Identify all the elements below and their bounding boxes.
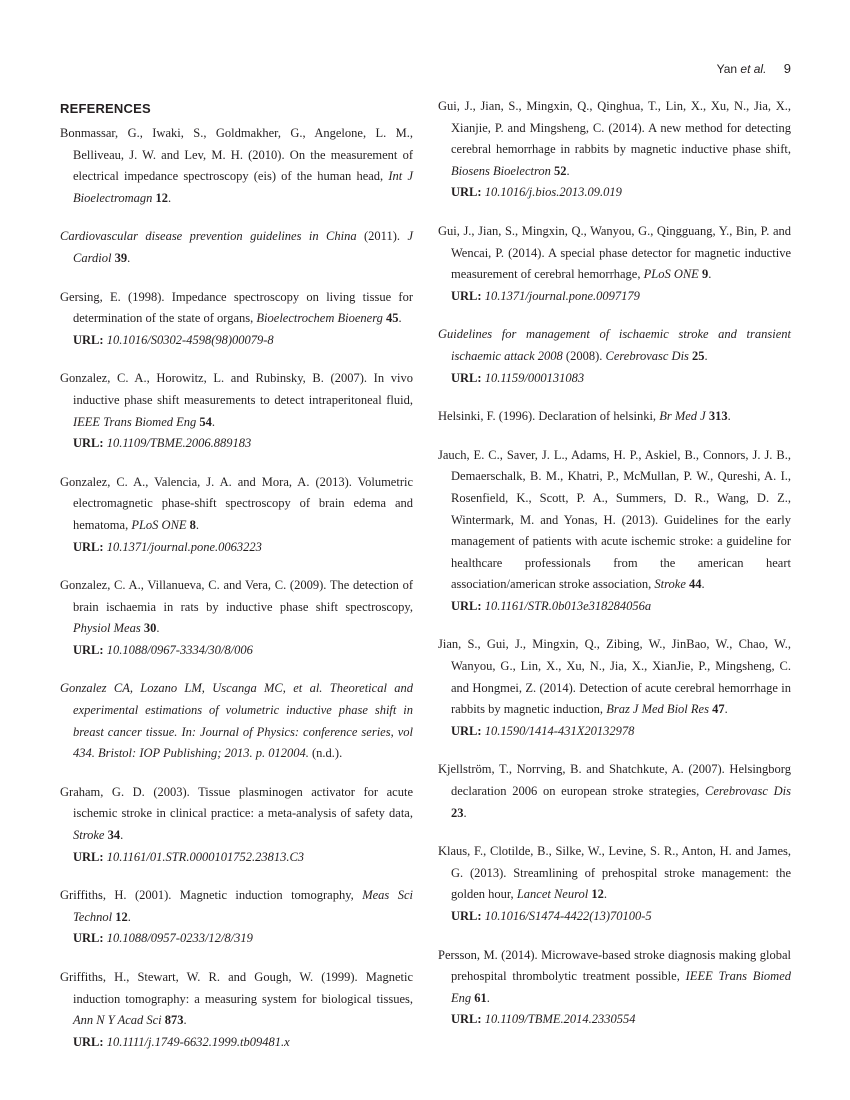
reference-title: Cardiovascular disease prevention guidelines in China [60,229,357,244]
running-head-author: Yan [716,62,738,76]
url-link: 10.1016/j.bios.2013.09.019 [484,185,622,200]
reference-url[interactable] [451,906,791,928]
url-label: URL: [451,598,482,613]
reference-entry [60,226,413,269]
section-heading-references: REFERENCES [60,101,151,116]
reference-end: . [704,348,708,363]
reference-entry [438,324,791,389]
reference-volume: 8 [189,517,196,532]
reference-url[interactable] [451,721,791,743]
page-number: 9 [783,61,791,76]
reference-authors: Jauch, E. C., Saver, J. L., Adams, H. P., Askiel, B., Connors, J. J. B., Demaerschalk, B. M., Khatri, P., McMullan, P. W., Qureshi, A. I., Rosenfield, K., Scott, P. A., Summers, D. R., Wang, D. Z., Wintermark, M. and Yonas, H. (2013). Guidelines for the early management of patients with acute ischemic stroke: a guideline for healthcare professionals from the american heart association/american stroke association, [438,447,791,592]
url-link: 10.1371/journal.pone.0097179 [484,288,640,303]
right-column [438,96,791,1048]
url-label: URL: [73,436,104,451]
reference-title: Gonzalez CA, Lozano LM, Uscanga MC, et al. Theoretical and experimental estimations of volumetric inductive phase shift in breast cancer tissue. In: Journal of Physics: conference series, vol 434. Bristol: IOP Publishing; 2013. p. 012004. [60,681,413,761]
reference-journal: Int J Bioelectromagn [73,169,414,205]
url-label: URL: [73,1034,104,1049]
reference-volume: 39 [114,250,128,265]
reference-entry [438,406,791,428]
reference-journal: PLoS ONE [643,267,699,282]
running-head-etal: et al. [740,62,767,76]
reference-entry [60,885,413,950]
url-link: 10.1111/j.1749-6632.1999.tb09481.x [106,1034,290,1049]
reference-authors: Griffiths, H., Stewart, W. R. and Gough, W. (1999). Magnetic induction tomography: a measuring system for biological tissues, [60,970,413,1006]
url-link: 10.1088/0967-3334/30/8/006 [106,642,253,657]
reference-end: . [127,250,131,265]
reference-journal: PLoS ONE [131,517,187,532]
reference-journal: Braz J Med Biol Res [606,702,709,717]
url-link: 10.1109/TBME.2014.2330554 [484,1012,636,1027]
reference-url[interactable] [73,1032,413,1054]
reference-entry [60,123,413,209]
reference-volume: 23 [451,805,464,820]
reference-year: (2008). [562,348,603,363]
reference-end: . [211,414,216,429]
reference-volume: 12 [591,887,604,902]
url-link: 10.1088/0957-0233/12/8/319 [106,931,253,946]
reference-volume: 12 [155,190,169,205]
reference-year: (2011). [356,229,401,244]
reference-authors: Gersing, E. (1998). Impedance spectroscopy on living tissue for determination of the state of organs, [60,289,413,326]
reference-authors: Gonzalez, C. A., Horowitz, L. and Rubinsky, B. (2007). In vivo inductive phase shift measurements to detect intraperitoneal fluid, [60,371,413,407]
reference-volume: 54 [199,414,212,429]
reference-end: . [724,702,728,717]
reference-url[interactable] [451,596,791,618]
reference-authors: Gui, J., Jian, S., Mingxin, Q., Qinghua, T., Lin, X., Xu, N., Jia, X., Xianjie, P. and Mingsheng, C. (2014). A new method for detecting cerebral hemorrhage in rabbits by magnetic inductive phase shift, [438,99,791,157]
reference-url[interactable] [451,286,791,308]
reference-authors: Kjellström, T., Norrving, B. and Shatchkute, A. (2007). Helsingborg declaration 2006 on european stroke strategies, [438,762,791,799]
reference-journal: Ann N Y Acad Sci [73,1013,162,1028]
url-label: URL: [73,642,104,657]
reference-end: . [127,909,131,924]
url-label: URL: [73,931,104,946]
reference-entry [438,96,791,204]
reference-end: . [168,190,172,205]
url-label: URL: [451,1012,482,1027]
reference-entry [60,782,413,868]
reference-title: Guidelines for management of ischaemic stroke and transient ischaemic attack 2008 [438,327,791,363]
reference-entry [438,841,791,927]
reference-journal: IEEE Trans Biomed Eng [73,414,197,429]
url-link: 10.1016/S0302-4598(98)00079-8 [106,332,274,347]
left-column [60,96,413,1070]
reference-journal: Biosens Bioelectron [451,163,551,178]
url-link: 10.1159/000131083 [484,370,585,385]
reference-url[interactable] [73,928,413,950]
reference-volume: 52 [554,163,567,178]
url-link: 10.1371/journal.pone.0063223 [106,539,262,554]
reference-end: . [701,577,705,592]
reference-volume: 47 [712,702,725,717]
reference-journal: Physiol Meas [73,621,141,636]
reference-entry [438,221,791,307]
reference-url[interactable] [451,1009,791,1031]
reference-volume: 44 [689,577,702,592]
reference-authors: Gui, J., Jian, S., Mingxin, Q., Wanyou, G., Qingguang, Y., Bin, P. and Wencai, P. (2014). A special phase detector for magnetic inductive measurement of cerebral hemorrhage, [438,223,791,282]
reference-end: . [486,990,490,1005]
reference-url[interactable] [73,847,413,869]
reference-authors: Gonzalez, C. A., Villanueva, C. and Vera, C. (2009). The detection of brain ischaemia in rats by inductive phase shift spectroscopy, [60,578,413,614]
url-label: URL: [451,370,482,385]
reference-url[interactable] [451,182,791,204]
reference-end: . [398,311,402,326]
reference-volume: 25 [692,348,705,363]
reference-year: (n.d.). [308,746,343,761]
reference-volume: 9 [701,267,709,282]
url-link: 10.1161/01.STR.0000101752.23813.C3 [106,849,305,864]
reference-end: . [156,621,160,636]
reference-entry [60,967,413,1053]
reference-end: . [183,1013,187,1028]
reference-entry [60,287,413,352]
url-label: URL: [451,185,482,200]
reference-end: . [727,409,731,424]
url-link: 10.1590/1414-431X20132978 [484,723,635,738]
reference-journal: Br Med J [659,409,706,424]
url-label: URL: [451,723,482,738]
reference-entry [438,445,791,618]
reference-url[interactable] [73,640,413,662]
reference-end: . [195,517,200,532]
reference-journal: IEEE Trans Biomed Eng [451,969,791,1005]
reference-authors: Persson, M. (2014). Microwave-based stroke diagnosis making global prehospital thrombolytic treatment possible, [438,947,791,984]
reference-entry [60,575,413,661]
reference-end: . [708,267,712,282]
reference-end: . [603,887,607,902]
url-link: 10.1016/S1474-4422(13)70100-5 [484,909,652,923]
reference-journal: Lancet Neurol [516,887,589,902]
reference-entry [60,472,413,558]
reference-journal: Stroke [73,828,105,843]
reference-authors: Griffiths, H. (2001). Magnetic induction tomography, [60,888,354,903]
url-label: URL: [451,909,482,923]
reference-journal: Stroke [654,577,686,592]
reference-authors: Graham, G. D. (2003). Tissue plasminogen activator for acute ischemic stroke in clinical practice: a meta-analysis of safety data, [60,784,413,821]
reference-volume: 30 [143,621,157,636]
url-label: URL: [451,288,482,303]
url-link: 10.1161/STR.0b013e318284056a [484,598,652,613]
reference-journal: Cerebrovasc Dis [704,784,792,799]
reference-end: . [566,163,570,178]
reference-entry [60,368,413,454]
reference-entry [438,634,791,742]
reference-entry [438,945,791,1031]
reference-volume: 12 [115,909,128,924]
reference-journal: J Cardiol [73,229,414,265]
reference-volume: 34 [107,828,121,843]
reference-journal: Meas Sci Technol [73,888,413,924]
reference-authors: Bonmassar, G., Iwaki, S., Goldmakher, G., Angelone, L. M., Belliveau, J. W. and Lev, M. H. (2010). On the measurement of electrical impedance spectroscopy (eis) of the human head, [60,126,413,184]
reference-url[interactable] [73,537,413,559]
url-label: URL: [73,539,104,554]
reference-authors: Klaus, F., Clotilde, B., Silke, W., Levine, S. R., Anton, H. and James, G. (2013). Streamlining of prehospital stroke management: the golden hour, [438,844,791,902]
url-label: URL: [73,332,104,347]
reference-volume: 873 [164,1013,184,1028]
reference-volume: 45 [385,311,399,326]
reference-end: . [120,828,124,843]
running-head [717,61,791,76]
url-label: URL: [73,849,104,864]
reference-url[interactable] [73,433,413,455]
reference-url[interactable] [451,368,791,390]
reference-end: . [463,805,467,820]
reference-journal: Cerebrovasc Dis [605,348,689,363]
reference-entry [438,759,791,824]
reference-authors: Gonzalez, C. A., Valencia, J. A. and Mora, A. (2013). Volumetric electromagnetic phase-shift spectroscopy of brain edema and hematoma, [60,474,413,532]
reference-url[interactable] [73,330,413,352]
reference-volume: 61 [474,990,487,1005]
url-link: 10.1109/TBME.2006.889183 [106,436,252,451]
reference-journal: Bioelectrochem Bioenerg [256,311,383,326]
reference-authors: Helsinki, F. (1996). Declaration of helsinki, [438,409,657,424]
reference-entry [60,678,413,764]
reference-volume: 313 [708,409,728,424]
reference-authors: Jian, S., Gui, J., Mingxin, Q., Zibing, W., JinBao, W., Chao, W., Wanyou, G., Lin, X., Xu, N., Jia, X., XianJie, P., Mingsheng, C. and Hongmei, Z. (2014). Detection of acute cerebral hemorrhage in rabbits by magnetic induction, [438,637,791,717]
